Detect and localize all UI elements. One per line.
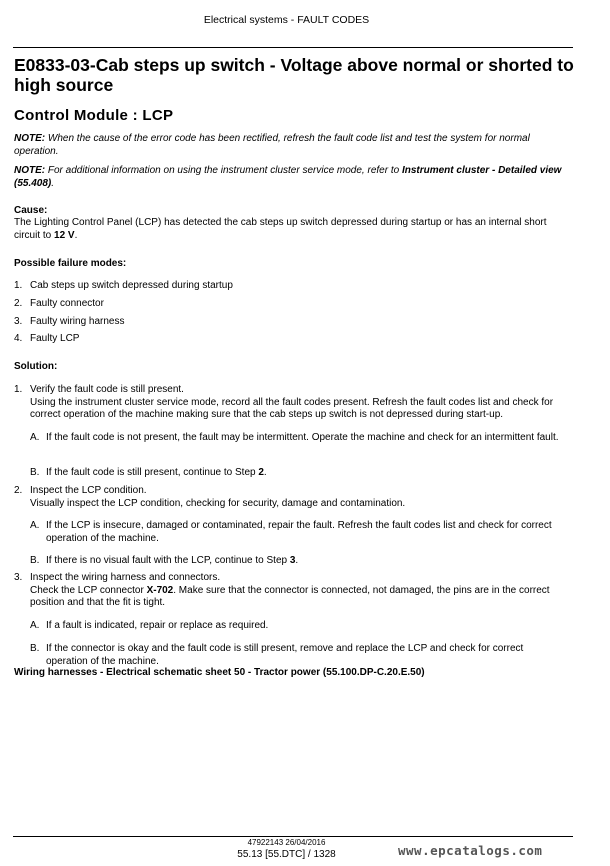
step-text: Using the instrument cluster service mode, record all the fault codes present. Refresh the fault codes list and check for correct operation of the machine making sure that the cab steps up switch is not depressed during start-up. — [30, 396, 554, 421]
step-title: Inspect the wiring harness and connectors. — [30, 572, 221, 583]
step-title: Inspect the LCP condition. — [30, 485, 147, 496]
step-text: Visually inspect the LCP condition, checking for security, damage and contamination. — [30, 497, 406, 509]
fault-code-title: E0833-03-Cab steps up switch - Voltage above normal or shorted to high source — [14, 55, 574, 95]
wiring-harness-reference-link[interactable]: Wiring harnesses - Electrical schematic sheet 50 - Tractor power (55.100.DP-C.20.E.50) — [14, 667, 425, 678]
solution-label: Solution: — [14, 361, 58, 372]
step-title: Verify the fault code is still present. — [30, 384, 184, 395]
connector-id: X-702 — [146, 584, 174, 596]
page-header: Electrical systems - FAULT CODES — [203, 14, 370, 26]
note-label: NOTE: — [14, 165, 46, 176]
failure-modes-label: Possible failure modes: — [14, 258, 127, 269]
footer-rule — [13, 836, 573, 837]
control-module-heading: Control Module : LCP — [14, 107, 174, 124]
header-rule — [13, 47, 573, 48]
footer-document-id: 47922143 26/04/2016 — [247, 838, 326, 847]
cause-label: Cause: — [14, 205, 48, 216]
note-reference-link[interactable]: Instrument cluster - Detailed view (55.408) — [14, 165, 562, 189]
note-label: NOTE: — [14, 133, 46, 144]
footer-page-number: 55.13 [55.DTC] / 1328 — [237, 849, 336, 860]
step-text: Check the LCP connector X-702. Make sure that the connector is connected, not damaged, the pins are in the correct position and that the fit is tight. — [30, 584, 550, 609]
watermark: www.epcatalogs.com — [398, 843, 543, 858]
step-number-ref: 3 — [289, 555, 296, 566]
note-refresh — [14, 133, 574, 158]
note-text: When the cause of the error code has been rectified, refresh the fault code list and test the system for normal operation. — [14, 133, 530, 157]
voltage-value: 12 V — [54, 229, 75, 241]
note-instrument-cluster: NOTE: For additional information on using the instrument cluster service mode, refer to Instrument cluster - Detailed view (55.408). — [14, 165, 562, 189]
cause-text: The Lighting Control Panel (LCP) has detected the cab steps up switch depressed during startup or has an internal short circuit to 12 V. — [14, 217, 547, 241]
step-number-ref: 2 — [258, 467, 264, 478]
note-text: For additional information on using the instrument cluster service mode, refer to — [45, 165, 402, 176]
